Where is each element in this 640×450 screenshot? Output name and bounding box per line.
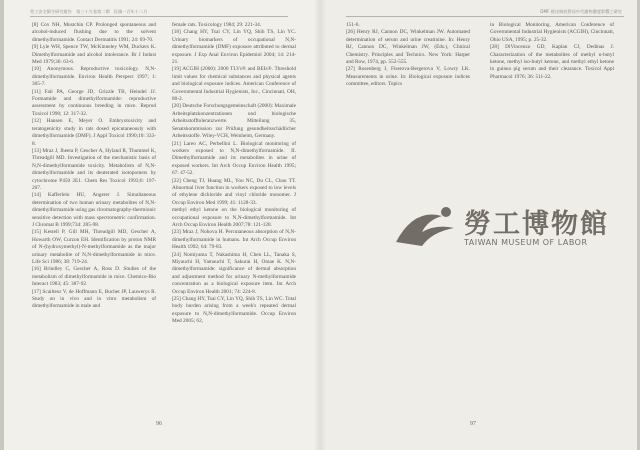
page-number-right: 97 bbox=[470, 421, 476, 427]
reference-entry: [14] Kafferlein HU, Angerer J. Simultaneous determination of two human urinary metabolites of N,N-dimethylformamide using gas chromatography-thermionic sensitive detection with mass spectrometric confirmation. J Chromat B 1999;734: 285-98. bbox=[32, 192, 157, 228]
reference-column-2 bbox=[172, 22, 296, 326]
reference-entry: [18] Chang HY, Tsai CY, Lin YQ, Shih TS, Lin YC. Urinary biomarkers of occupational N,N-dimethylformamide (DMF) exposure attributed to dermal exposure. J Exp Anal Environ Epidemiol 2004; 14: 214-21. bbox=[172, 29, 296, 66]
running-head-left: 勞工安全衛生研究報告 第三十九卷第二期 民國一百年十二月 bbox=[30, 9, 148, 14]
reference-entry: [8] Cox NH, Mustchin CP. Prolonged spontaneous and alcohol-induced flushing due to the solvent dimethylformamide. Contact Dermatitis 1991; 24: 69-70. bbox=[32, 22, 156, 43]
reference-entry: [19] ACGIH (2000): 2000 TLVs® and BEIs®. Threshold limit values for chemical substances and physical agents and biological exposure indices. American Conference of Governmental Industrial Hygienists, Inc., Cincinnati, OH, 80-2. bbox=[172, 66, 296, 103]
reference-entry: [26] Henry RJ, Cannon DC, Winkelman JW. Automated determination of serum and urine creatinine. In: Henry RJ, Cannon DC, Winkelman JW, (Eds.), Clinical Chemistry. Principles and Technics. New York: Harper and Row, 1974, pp. 552-555. bbox=[346, 29, 470, 66]
reference-column-1 bbox=[32, 22, 156, 311]
reference-entry: in Biological Monitoring. American Conference of Governmental Industrial Hygienists (ACGIH), Cincinnati, Ohio USA, 1995; p. 25-32. bbox=[490, 22, 614, 43]
watermark-title: 勞工博物館 bbox=[464, 209, 609, 240]
page-number-left: 96 bbox=[156, 421, 162, 427]
watermark-subtitle: TAIWAN MUSEUM OF LABOR bbox=[464, 238, 588, 247]
reference-entry: [11] Fail PA, George JD, Grizzle TB, Heindel JJ. Formamide and dimethylformamide: reproductive assessment by continuous breeding in mice. Reprod Toxicol 1998; 12: 317-32. bbox=[32, 88, 156, 117]
reference-entry: [23] Mraz J, Nohova H. Percutaneous absorption of N,N-dimethylformamide in humans. Int Arch Occup Environ Health 1992; 64: 79-83. bbox=[172, 229, 296, 251]
page-edge bbox=[0, 0, 4, 450]
reference-entry: [17] Scailteur V, de Hoffmann E, Buchet JP, Lauwerys R. Study on in vivo and in vitro metabolism of dimethylformamide in male and bbox=[32, 288, 156, 310]
running-head-right: DMF 經皮吸收對尿中代謝物濃度影響之研究 bbox=[540, 9, 622, 14]
reference-entry: methyl ethyl ketone on the biological monitoring of occupational exposure to N,N-dimethylformamide. Int Arch Occup Environ Health 2007;78: 121-128. bbox=[172, 207, 296, 228]
reference-entry: [13] Mraz J, Jheeta P, Gescher A, Hyland R, Thummel K, Threadgill MD. Investigation of the mechanistic basis of N,N-dimethylformamide toxicity. Metabolism of N,N-dimethylformamide and its deuterated isotopomers by cytochrome P450 2E1. Chem Res Toxicol 1993;6: 197-207. bbox=[32, 147, 156, 191]
reference-entry: [22] Cheng TJ, Huang ML, You NC, Du CL, Chau TT. Abnormal liver function in workers exposed to low levels of ethylene dichloride and vinyl chloride monomer. J Occup Environ Med 1999; 41: 1128-33. bbox=[172, 177, 296, 206]
reference-entry: [24] Nomiyama T, Nakashima H, Chen LL, Tanaka S, Miyauchi H, Yamauchi T, Sakurai H, Omae K. N,N-dimethylformamide: significance of dermal absorption and adjustment method for urinary N-methylformamide concentration as a biological exposure item. Int Arch Occup Environ Health 2001; 74: 224-8. bbox=[172, 251, 296, 295]
reference-entry: [25] Chang HY, Tsai CY, Lin YQ, Shih TS, Lin WC. Total body burden arising from a week's repeated dermal exposure to N,N-dimethylformamide. Occup Environ Med 2005; 62, bbox=[172, 296, 296, 325]
book-gutter bbox=[314, 0, 326, 450]
reference-column-4 bbox=[490, 22, 614, 81]
reference-entry: [9] Lyle WH, Spence TW, McKinneley WM, Duckers K. Dimethylformamide and alcohol intolerance. Br J Indust Med 1979;36: 63-6. bbox=[32, 44, 156, 66]
reference-entry: female rats. Toxicology 1984; 29: 221-34. bbox=[172, 22, 262, 28]
museum-logo-icon bbox=[392, 202, 462, 258]
reference-entry: [20] Deutsche Forschungsgemeinschaft (2000): Maximale Arbeitsplatzkonzentrationen und biologische Arbeitsstofftoleranzwerte. Mitteilung 35, Senatskommission zur Prüfung gesundheitsschädlicher Arbeitsstoffe. Wiley-VCH, Weinheim, Germany. bbox=[172, 103, 296, 140]
museum-watermark bbox=[392, 202, 624, 262]
header-rule bbox=[346, 16, 624, 17]
header-rule bbox=[30, 16, 288, 17]
reference-entry: [15] Kestell P, Gill MH, Threadgill MD, Gescher A, Howarth OW, Curzon EH. Identification by proton NMR of N-(hydroxymethyl)-N-methylformamide as the major urinary metabolite of N,N-dimethylformamide in mice. Life Sci 1986; 38: 719-24. bbox=[32, 229, 156, 265]
reference-entry: [21] Lareo AC, Perbellini L. Biological monitoring of workers exposed to N,N-dimethylformamide. II. Dimethylformamide and its metabolites in urine of exposed workers. Int Arch Occup Environ Health 1995; 67: 47-52. bbox=[172, 140, 296, 177]
reference-entry: [10] Anonymous. Reproductive toxicology. N,N-dimethylformamide. Environ Health Perspect 1997; 1: 305-7. bbox=[32, 66, 156, 88]
reference-entry: [12] Hansen E, Meyer O. Embryotoxicity and teratogenicity study in rats dosed epicutaneously with dimethylformamide (DMF). J Appl Toxicol 1990;10: 333-8. bbox=[32, 118, 156, 147]
reference-entry: [16] Brindley C, Gescher A, Ross D. Studies of the metabolism of dimethylformamide in mice. Chemico-Bio Interact 1983; 45: 387-92. bbox=[32, 266, 156, 288]
reference-entry: [27] Rosenberg J, Fiserova-Bergerova V, Lowry LK. Measurements in urine. In: Biological exposure indices committee, editors. Topics bbox=[346, 66, 470, 88]
reference-entry: [28] DiVincenzo GD, Kaplan CJ, Dedinas J. Characterization of the metabolites of methyl n-butyl ketone, methyl iso-butyl ketone, and methyl ethyl ketone in guinea pig serum and their clearance. Toxicol Appl Pharmacol 1976; 36: 511-22. bbox=[490, 44, 614, 80]
reference-entry: 151-6. bbox=[346, 22, 360, 28]
reference-column-3 bbox=[346, 22, 470, 89]
